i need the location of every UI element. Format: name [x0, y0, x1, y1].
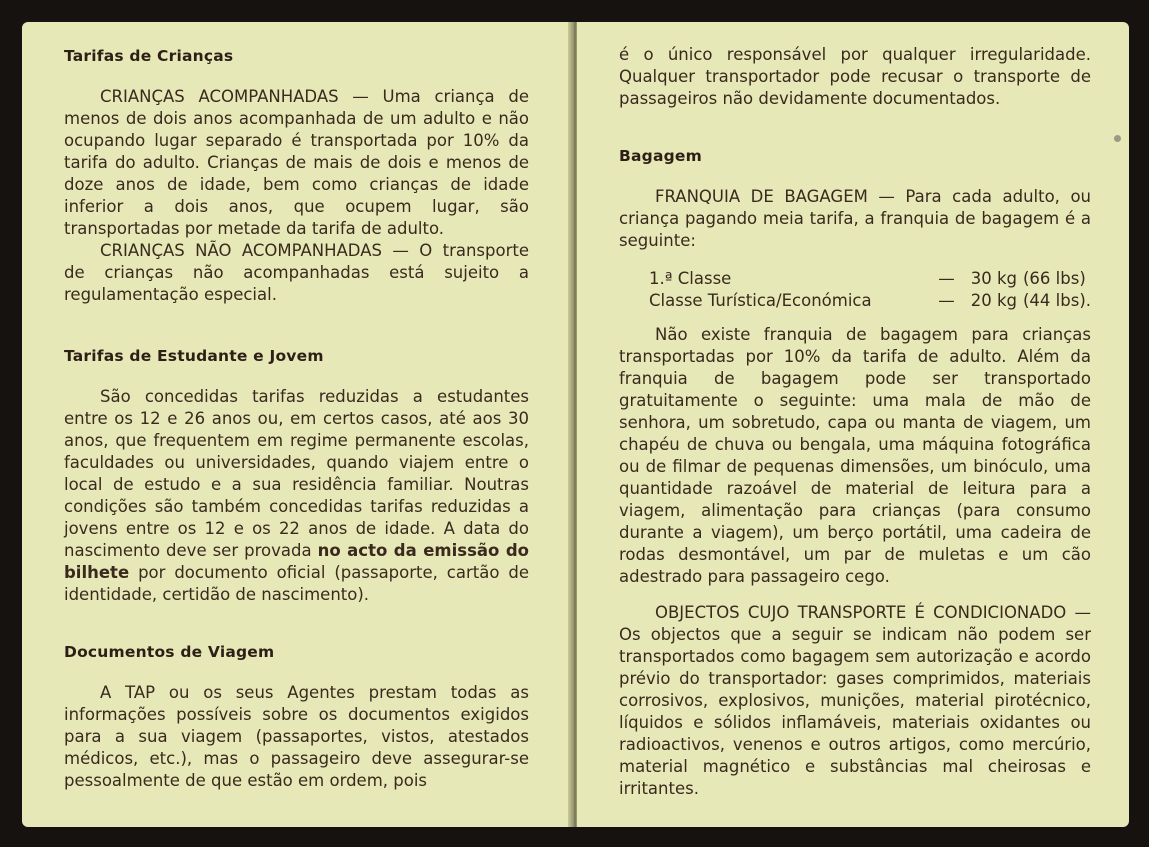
row1-dash: —	[938, 269, 955, 288]
paragraph-objectos-condicionados: OBJECTOS CUJO TRANSPORTE É CONDICIONADO — Os objectos que a seguir se indicam não podem ser transportados como bagagem sem autorização e acordo prévio do transportador: gases comprimidos, materiais corrosivos, explosivos, munições, material pirotécnico, líquidos e sólidos inflamáveis, materiais oxidantes ou radioactivos, venenos e outros artigos, como mercúrio, material magnético e substâncias mal cheirosas e irritantes.	[619, 603, 1091, 798]
paragraph-criancas-acompanhadas: CRIANÇAS ACOMPANHADAS — Uma criança de menos de dois anos acompanhada de um adulto e não ocupando lugar separado é transportada por 10% da tarifa do adulto. Crianças de mais de dois e menos de doze anos de idade, bem como crianças de idade inferior a dois anos, que ocupem lugar, são transportadas por metade da tarifa de adulto.	[64, 87, 529, 238]
heading-documentos: Documentos de Viagem	[64, 643, 275, 661]
heading-criancas: Tarifas de Crianças	[64, 47, 234, 65]
row2-classe: Classe Turística/Económica	[649, 291, 872, 310]
paragraph-documentos: A TAP ou os seus Agentes prestam todas as informações possíveis sobre os documentos exigidos para a sua viagem (passaportes, vistos, atestados médicos, etc.), mas o passageiro deve assegurar-se pessoalmente de que estão em ordem, pois	[64, 683, 529, 790]
paragraph-continuation: é o único responsável por qualquer irregularidade. Qualquer transportador pode recusar o transporte de passageiros não devidamente documentados.	[619, 45, 1091, 108]
row1-kg: 30 kg	[970, 269, 1017, 288]
row1-classe: 1.ª Classe	[649, 269, 732, 288]
left-page	[22, 22, 574, 827]
franquia-table	[619, 268, 1091, 312]
paragraph-criancas-nao-acompanhadas: CRIANÇAS NÃO ACOMPANHADAS — O transporte de crianças não acompanhadas está sujeito a regulamentação especial.	[64, 241, 529, 304]
row2-dash: —	[938, 291, 955, 310]
bold-acto-emissao: no acto da emissão do bilhete	[64, 541, 530, 582]
staple-mark	[1114, 135, 1121, 142]
row2-kg: 20 kg	[970, 291, 1017, 310]
right-page	[577, 22, 1129, 827]
row2-lbs: (44 lbs).	[1022, 291, 1091, 310]
heading-bagagem: Bagagem	[619, 147, 702, 165]
paragraph-franquia: FRANQUIA DE BAGAGEM — Para cada adulto, ou criança pagando meia tarifa, a franquia de bagagem é a seguinte:	[619, 187, 1091, 250]
paragraph-estudante: São concedidas tarifas reduzidas a estudantes entre os 12 e 26 anos ou, em certos casos, até aos 30 anos, que frequentem em regime permanente escolas, faculdades ou universidades, quando viajem entre o local de estudo e a sua residência familiar. Noutras condições são também concedidas tarifas reduzidas a jovens entre os 12 e os 22 anos de idade. A data do nascimento deve ser provada no acto da emissão do bilhete por documento oficial (passaporte, cartão de identidade, certidão de nascimento).	[64, 387, 530, 604]
heading-estudante: Tarifas de Estudante e Jovem	[64, 347, 324, 365]
paragraph-bagagem-gratuita: Não existe franquia de bagagem para crianças transportadas por 10% da tarifa de adulto. Além da franquia de bagagem pode ser transportado gratuitamente o seguinte: uma mala de mão de senhora, um sobretudo, capa ou manta de viagem, um chapéu de chuva ou bengala, uma máquina fotográfica ou de filmar de pequenas dimensões, um binóculo, uma quantidade razoável de material de leitura para a viagem, alimentação para crianças (para consumo durante a viagem), um berço portátil, uma cadeira de rodas desmontável, um par de muletas e um cão adestrado para passageiro cego.	[619, 325, 1091, 586]
left-column	[64, 46, 529, 792]
row1-lbs: (66 lbs)	[1022, 269, 1086, 288]
right-column	[619, 44, 1091, 800]
